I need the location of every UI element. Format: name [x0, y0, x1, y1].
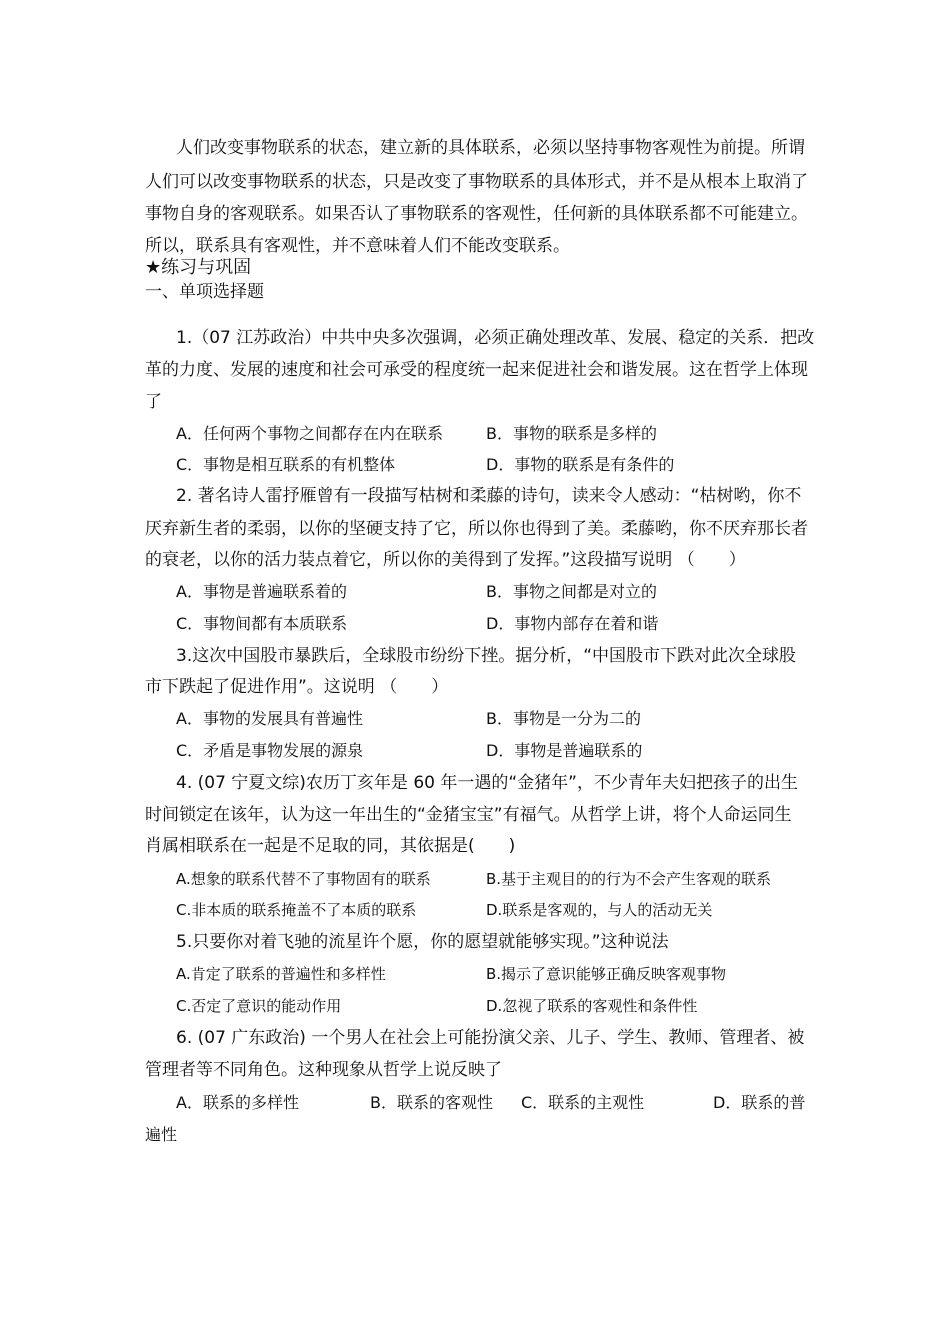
question-4-stem: 时间锁定在该年，认为这一年出生的“金猪宝宝”有福气。从哲学上讲，将个人命运同生 — [145, 805, 792, 825]
question-6-stem: 6. (07 广东政治) 一个男人在社会上可能扮演父亲、儿子、学生、教师、管理者、被 — [176, 1028, 805, 1048]
question-5-option-a: A.肯定了联系的普遍性和多样性 — [176, 965, 386, 983]
question-1-stem: 革的力度、发展的速度和社会可承受的程度统一起来促进社会和谐发展。这在哲学上体现 — [145, 360, 808, 380]
question-1-option-d: D．事物的联系是有条件的 — [486, 455, 675, 474]
question-1-option-a: A．任何两个事物之间都存在内在联系 — [176, 424, 443, 443]
question-5-option-c: C.否定了意识的能动作用 — [176, 997, 342, 1015]
question-4-option-a: A.想象的联系代替不了事物固有的联系 — [176, 870, 431, 888]
question-6-option-b: B．联系的客观性 — [370, 1093, 493, 1112]
question-2-option-b: B．事物之间都是对立的 — [486, 582, 657, 601]
question-3-stem: 市下跌起了促进作用”。这说明 （ ） — [145, 677, 449, 697]
question-6-option-a: A．联系的多样性 — [176, 1093, 299, 1112]
section-title: ★练习与巩固 — [145, 257, 252, 278]
question-3-option-a: A．事物的发展具有普遍性 — [176, 709, 363, 728]
question-5-stem: 5.只要你对着飞驰的流星许个愿，你的愿望就能够实现。”这种说法 — [176, 932, 669, 952]
question-2-stem: 厌弃新生者的柔弱，以你的坚硬支持了它，所以你也得到了美。柔藤哟，你不厌弃那长者 — [145, 519, 808, 539]
question-3-option-b: B．事物是一分为二的 — [486, 709, 641, 728]
question-2-option-c: C．事物间都有本质联系 — [176, 614, 348, 633]
intro-line: 事物自身的客观联系。如果否认了事物联系的客观性，任何新的具体联系都不可能建立。 — [145, 204, 808, 224]
question-5-option-d: D.忽视了联系的客观性和条件性 — [486, 997, 698, 1015]
question-1-stem: 1.（07 江苏政治）中共中央多次强调，必须正确处理改革、发展、稳定的关系．把改 — [176, 328, 815, 348]
subsection-title: 一、单项选择题 — [145, 282, 264, 302]
question-2-option-a: A．事物是普遍联系着的 — [176, 582, 347, 601]
question-6-option-d: D．联系的普 — [713, 1093, 806, 1112]
question-3-option-d: D．事物是普遍联系的 — [486, 741, 643, 760]
question-3-option-c: C．矛盾是事物发展的源泉 — [176, 741, 364, 760]
question-2-stem: 的衰老，以你的活力装点着它，所以你的美得到了发挥。”这段描写说明 （ ） — [145, 550, 746, 570]
question-1-stem: 了 — [145, 392, 162, 412]
intro-line: 人们可以改变事物联系的状态，只是改变了事物联系的具体形式，并不是从根本上取消了 — [145, 172, 808, 192]
question-2-option-d: D．事物内部存在着和谐 — [486, 614, 659, 633]
question-4-option-b: B.基于主观目的的行为不会产生客观的联系 — [486, 870, 772, 888]
question-6-option-c: C．联系的主观性 — [521, 1093, 645, 1112]
question-1-option-b: B．事物的联系是多样的 — [486, 424, 657, 443]
question-6-stem: 管理者等不同角色。这种现象从哲学上说反映了 — [145, 1060, 502, 1080]
question-5-option-b: B.揭示了意识能够正确反映客观事物 — [486, 965, 727, 983]
question-2-stem: 2. 著名诗人雷抒雁曾有一段描写枯树和柔藤的诗句，读来令人感动：“枯树哟，你不 — [176, 486, 802, 506]
question-3-stem: 3.这次中国股市暴跌后，全球股市纷纷下挫。据分析，“中国股市下跌对此次全球股 — [176, 646, 797, 666]
question-6-option-d-wrap: 遍性 — [145, 1125, 178, 1144]
question-4-option-d: D.联系是客观的，与人的活动无关 — [486, 901, 713, 919]
question-1-option-c: C．事物是相互联系的有机整体 — [176, 455, 396, 474]
question-4-stem: 肖属相联系在一起是不足取的同，其依据是( ) — [145, 836, 516, 856]
intro-line: 所以，联系具有客观性，并不意味着人们不能改变联系。 — [145, 236, 570, 256]
intro-line: 人们改变事物联系的状态，建立新的具体联系，必须以坚持事物客观性为前提。所谓 — [176, 138, 805, 158]
question-4-stem: 4. (07 宁夏文综)农历丁亥年是 60 年一遇的“金猪年”，不少青年夫妇把孩子的出生 — [176, 773, 798, 793]
question-4-option-c: C.非本质的联系掩盖不了本质的联系 — [176, 901, 417, 919]
